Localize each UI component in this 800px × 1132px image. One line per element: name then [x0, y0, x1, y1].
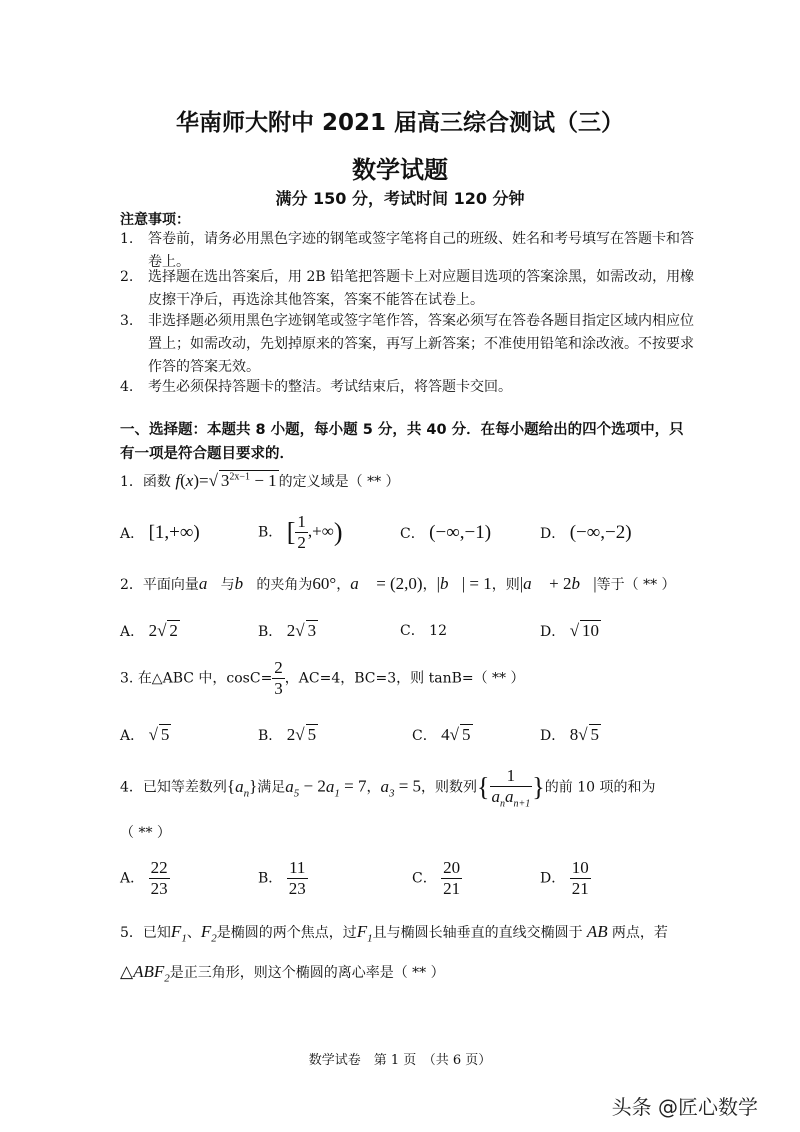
notice-text: 选择题在选出答案后，用 2B 铅笔把答题卡上对应题目选项的答案涂黑，如需改动，用橡皮擦干净后，再选涂其他答案，答案不能答在试卷上。 [148, 269, 695, 308]
question-5-line2: $\triangle ABF_2$是正三角形，则这个椭圆的离心率是（ ** ） [120, 962, 445, 985]
notice-item [120, 266, 700, 312]
notice-num: 2. [120, 269, 134, 285]
notice-num: 4. [120, 379, 134, 395]
question-text: 函数 [142, 474, 171, 490]
option-b: B． [ $\frac{1}{2}$ ,+∞) [258, 512, 343, 552]
notice-item [120, 310, 700, 379]
notice-text: 考生必须保持答题卡的整洁。考试结束后，将答题卡交回。 [148, 379, 512, 395]
notice-num: 1. [120, 231, 134, 247]
notice-num: 3. [120, 313, 134, 329]
option-d: D． $\frac{10}{21}$ [540, 858, 589, 898]
option-c: C． 12 [400, 623, 447, 639]
option-d: D． (−∞,−2) [540, 522, 632, 543]
option-b: B． 2√ 5 [258, 725, 317, 744]
question-1: 1．函数 f(x)=√ $3^{2x-1} - 1$ 的定义域是（ ** ） [120, 471, 400, 490]
question-4: 4．已知等差数列$\{a_n\}$满足$a_5 - 2a_1 = 7$，$a_3 = 5$，则数列{ $\frac{1}{a_na_{n+1}}$ }的前 10 项的和为 [120, 766, 656, 810]
option-c: C． (−∞,−1) [400, 522, 492, 543]
notice-text: 答卷前，请务必用黑色字迹的钢笔或签字笔将自己的班级、姓名和考号填写在答题卡和答卷上。 [148, 231, 694, 270]
exam-info: 满分 150 分，考试时间 120 分钟 [275, 189, 525, 208]
question-number: 1． [120, 474, 143, 490]
question-2: 2．平面向量a⃗与b⃗的夹角为60°，a⃗ = (2,0)，|b⃗| = 1，则|a⃗ + 2b⃗|等于（ ** ） [120, 574, 676, 593]
formula: f [175, 471, 181, 490]
option-a: A． √ 5 [120, 725, 170, 744]
question-3: 3. 在△ABC 中，cosC= $\frac{2}{3}$ ，AC=4，BC=3，则 tanB=（ ** ） [120, 658, 525, 698]
option-c: C． 4√ 5 [412, 725, 471, 744]
notice-text: 非选择题必须用黑色字迹钢笔或签字笔作答，答案必须写在答卷各题目指定区域内相应位置上；如需改动，先划掉原来的答案，再写上新答案；不准使用铅笔和涂改液。不按要求作答的答案无效。 [148, 313, 694, 375]
subject-title: 数学试题 [352, 156, 448, 184]
option-d: D． √ 10 [540, 621, 600, 640]
question-4-answer-slot: （ ** ） [120, 825, 171, 841]
watermark: 头条 @匠心数学 [611, 1095, 758, 1119]
option-b: B． $\frac{11}{23}$ [258, 858, 306, 898]
exam-title: 华南师大附中 2021 届高三综合测试（三） [175, 110, 625, 136]
option-b: B． 2√ 3 [258, 621, 317, 640]
option-c: C． $\frac{20}{21}$ [412, 858, 461, 898]
notice-heading: 注意事项： [120, 212, 190, 228]
option-a: A． $\frac{22}{23}$ [120, 858, 168, 898]
question-text: 的定义域是（ ** ） [278, 474, 400, 490]
notice-item [120, 376, 700, 399]
section-heading: 一、选择题：本题共 8 小题，每小题 5 分，共 40 分．在每小题给出的四个选项中，只有一项是符合题目要求的． [120, 422, 684, 462]
question-5: 5．已知$F_1$、$F_2$是椭圆的两个焦点，过$F_1$且与椭圆长轴垂直的直线交椭圆于 AB 两点，若 [120, 922, 668, 945]
page-footer: 数学试卷 第 1 页 （共 6 页） [308, 1053, 492, 1068]
option-a: A． [1,+∞) [120, 522, 200, 543]
option-a: A． 2√ 2 [120, 621, 178, 640]
option-d: D． 8√ 5 [540, 725, 600, 744]
